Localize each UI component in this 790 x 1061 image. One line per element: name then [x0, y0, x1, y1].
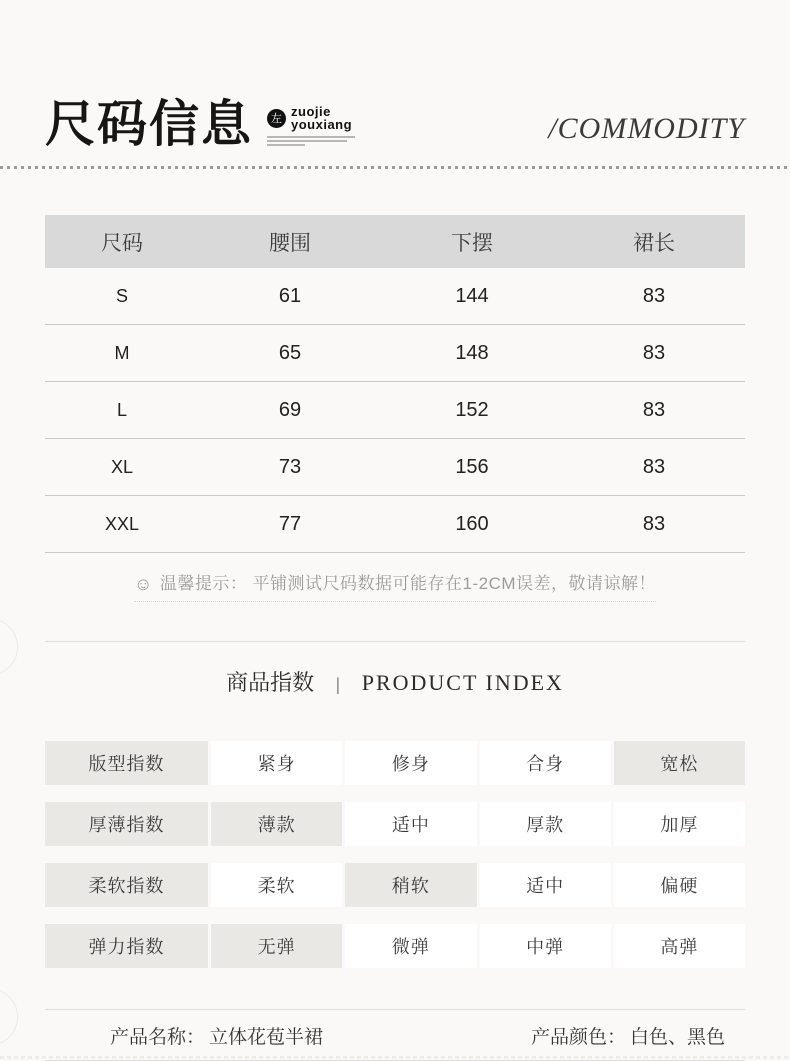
section-title-cn: 商品指数 — [226, 670, 315, 695]
size-cell: 160 — [455, 512, 489, 535]
size-table-row — [45, 325, 745, 382]
size-cell: 61 — [278, 284, 302, 307]
brand-seal-icon: 左 — [267, 109, 286, 128]
size-cell: 73 — [278, 455, 302, 478]
size-cell: 83 — [642, 341, 666, 364]
size-cell: XL — [110, 456, 134, 477]
page-title: 尺码信息 — [45, 96, 253, 152]
product-name — [110, 1022, 323, 1049]
index-option: 偏硬 — [614, 863, 745, 907]
size-table-body — [45, 268, 745, 553]
size-cell: 69 — [278, 398, 302, 421]
index-row-label: 柔软指数 — [45, 863, 208, 907]
product-color — [531, 1022, 725, 1049]
brand-logo — [267, 105, 355, 148]
tip-text-wrap — [134, 569, 656, 602]
size-table-row — [45, 439, 745, 496]
index-option: 适中 — [345, 802, 476, 846]
size-table-row — [45, 268, 745, 325]
size-cell: 77 — [278, 512, 302, 535]
tip-text: 温馨提示： 平铺测试尺码数据可能存在1-2CM误差，敬请谅解！ — [159, 574, 657, 593]
page — [45, 0, 745, 152]
index-option: 高弹 — [614, 924, 745, 968]
bottom-edge-texture — [0, 1056, 790, 1059]
size-cell: 156 — [455, 455, 489, 478]
size-column-header: 下摆 — [451, 231, 493, 255]
index-option: 中弹 — [480, 924, 611, 968]
brand-name — [291, 105, 352, 131]
index-option: 紧身 — [211, 741, 342, 785]
logo-fineprint — [267, 136, 355, 146]
size-table-header — [45, 215, 745, 268]
index-option: 厚款 — [480, 802, 611, 846]
index-option: 柔软 — [211, 863, 342, 907]
index-option-selected: 宽松 — [614, 741, 745, 785]
watermark-arc — [0, 618, 18, 676]
smiley-icon: ☺ — [133, 574, 153, 594]
size-cell: 148 — [455, 341, 489, 364]
size-cell: 83 — [642, 512, 666, 535]
index-option: 合身 — [480, 741, 611, 785]
size-cell: 83 — [642, 455, 666, 478]
product-color-label: 产品颜色： — [530, 1026, 626, 1048]
index-option-selected: 无弹 — [211, 924, 342, 968]
footer-bar — [45, 1009, 745, 1061]
index-row — [45, 802, 745, 846]
brand-name-line2: youxiang — [291, 117, 353, 132]
size-cell: 144 — [455, 284, 489, 307]
brand-name-line1: zuojie — [291, 104, 331, 119]
index-row — [45, 924, 745, 968]
size-table-row — [45, 496, 745, 553]
header — [45, 0, 745, 152]
index-option-selected: 薄款 — [211, 802, 342, 846]
index-row — [45, 863, 745, 907]
section-title-en: PRODUCT INDEX — [361, 670, 564, 695]
section-title — [45, 666, 745, 697]
size-column-header: 尺码 — [101, 231, 143, 255]
index-row-label: 弹力指数 — [45, 924, 208, 968]
size-cell: M — [114, 342, 130, 363]
size-column-header: 腰围 — [269, 231, 311, 255]
size-cell: 152 — [455, 398, 489, 421]
index-row — [45, 741, 745, 785]
header-dotted-divider — [0, 166, 790, 169]
size-cell: S — [115, 285, 128, 306]
index-option: 微弹 — [345, 924, 476, 968]
index-row-label: 版型指数 — [45, 741, 208, 785]
size-table-row — [45, 382, 745, 439]
index-option: 适中 — [480, 863, 611, 907]
tip-row — [45, 569, 745, 602]
size-table — [45, 215, 745, 553]
watermark-arc — [0, 988, 18, 1046]
index-option: 修身 — [345, 741, 476, 785]
product-index-table — [45, 741, 745, 968]
section-top-divider — [45, 641, 745, 642]
size-cell: 83 — [642, 398, 666, 421]
size-cell: L — [116, 399, 127, 420]
size-cell: 83 — [642, 284, 666, 307]
size-cell: 65 — [278, 341, 302, 364]
index-row-label: 厚薄指数 — [45, 802, 208, 846]
product-name-label: 产品名称： — [110, 1026, 206, 1048]
size-column-header: 裙长 — [633, 231, 675, 255]
product-name-value: 立体花苞半裙 — [209, 1026, 324, 1048]
commodity-label: /COMMODITY — [548, 112, 745, 145]
index-option: 加厚 — [614, 802, 745, 846]
section-title-separator: | — [336, 674, 340, 694]
index-option-selected: 稍软 — [345, 863, 476, 907]
size-cell: XXL — [104, 513, 140, 534]
product-color-value: 白色、黑色 — [629, 1026, 725, 1048]
